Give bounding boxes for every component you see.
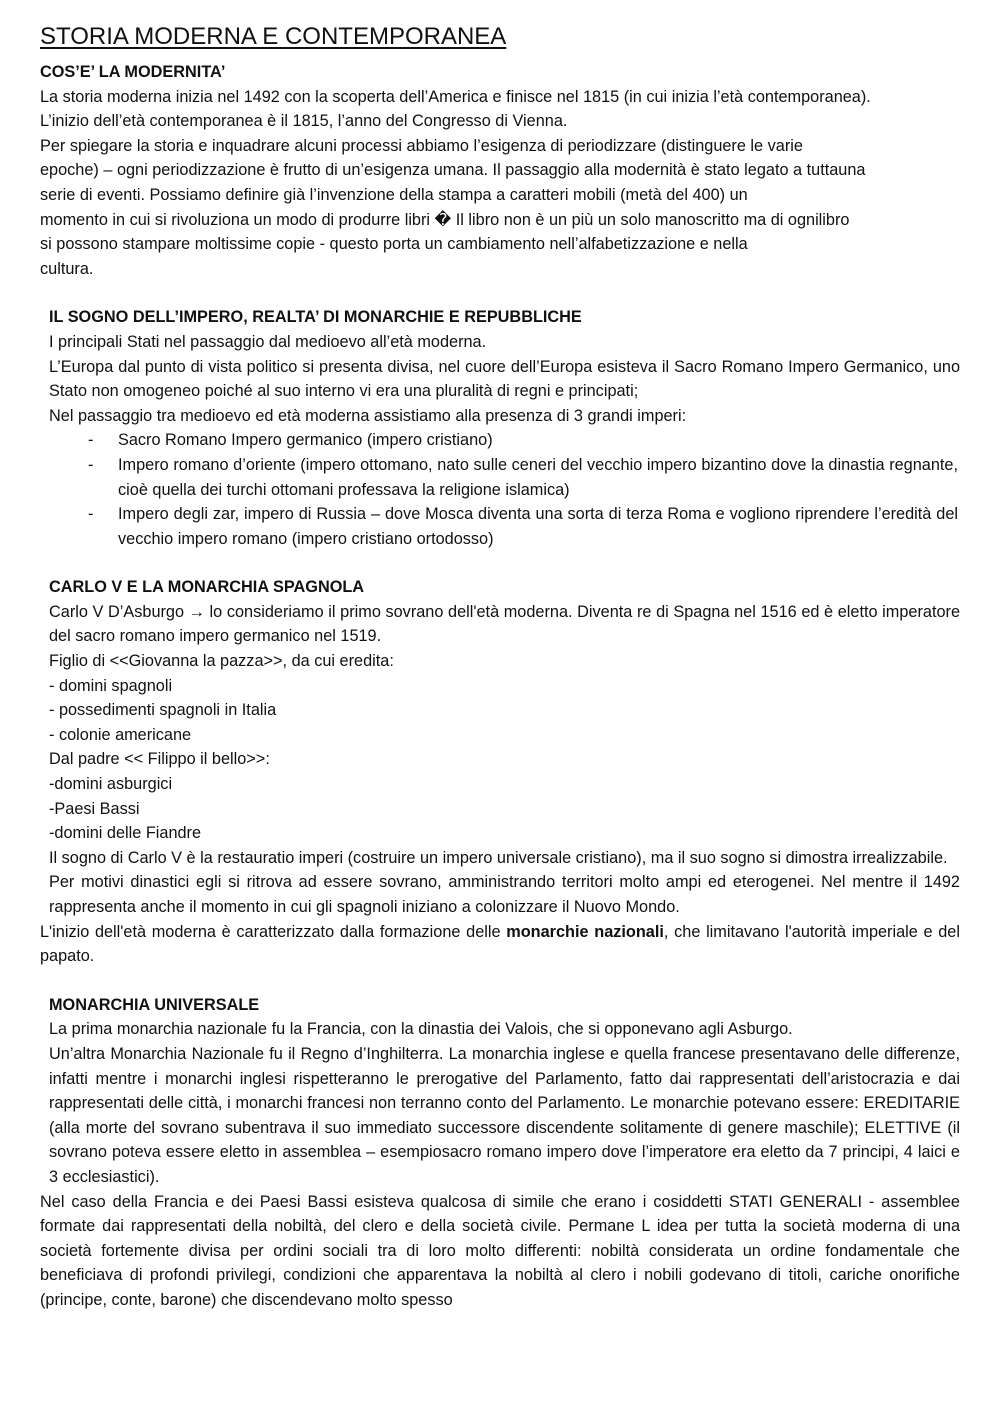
list-item: -domini delle Fiandre xyxy=(49,824,202,843)
list-item: - Sacro Romano Impero germanico (impero cristiano) xyxy=(118,428,960,453)
text-line: cultura. xyxy=(40,259,94,278)
mother-inheritance-list xyxy=(49,674,960,748)
section-monarchia-universale xyxy=(40,993,960,1313)
father-inheritance-list xyxy=(49,772,960,846)
text-line: serie di eventi. Possiamo definire già l’invenzione della stampa a caratteri mobili (metà del 400) un xyxy=(40,185,748,204)
empires-list xyxy=(49,428,960,551)
list-item: - colonie americane xyxy=(49,725,192,744)
paragraph: La prima monarchia nazionale fu la Francia, con la dinastia dei Valois, che si opponevano agli Asburgo. xyxy=(49,1020,793,1039)
paragraph: L’inizio dell’età contemporanea è il 1815, l’anno del Congresso di Vienna. xyxy=(40,112,568,131)
section-heading-modernita: COS’E’ LA MODERNITA’ xyxy=(40,63,226,81)
paragraph: Il sogno di Carlo V è la restauratio imperi (costruire un impero universale cristiano), ma il suo sogno si dimostra irrealizzabile. xyxy=(49,848,948,867)
paragraph: L’Europa dal punto di vista politico si presenta divisa, nel cuore dell’Europa esisteva il Sacro Romano Impero Germanico, uno Stato non omogeneo poiché al suo interno vi era una pluralità di regni e principati; xyxy=(49,357,960,401)
paragraph: Un’altra Monarchia Nazionale fu il Regno d’Inghilterra. La monarchia inglese e quella francese presentavano delle differenze, infatti mentre i monarchi inglesi rispetteranno le prerogative del Parlamento, fatto dai rappresentati dell’aristocrazia e dai rappresentati delle città, i monarchi francesi non terranno conto del Parlamento. Le monarchie potevano essere: EREDITARIE (alla morte del sovrano subentrava il suo immediato successore discendente solitamente di genere maschile); ELETTIVE (il sovrano poteva essere eletto in assemblea – esempiosacro romano impero dove l’imperatore era eletto da 7 principi, 4 laici e 3 ecclesiastici). xyxy=(49,1044,960,1186)
paragraph: Figlio di <<Giovanna la pazza>>, da cui eredita: xyxy=(49,652,394,671)
paragraph: Per motivi dinastici egli si ritrova ad essere sovrano, amministrando territori molto ampi ed eterogenei. Nel mentre il 1492 rappresenta anche il momento in cui gli spagnoli iniziano a colonizzare il Nuovo Mondo. xyxy=(49,873,960,916)
section-heading-monarchia: MONARCHIA UNIVERSALE xyxy=(49,995,260,1014)
paragraph-lines xyxy=(40,134,960,282)
text-line: epoche) – ogni periodizzazione è frutto di un’esigenza umana. Il passaggio alla modernità è stato legato a tuttauna xyxy=(40,161,866,180)
text-span: , che limitavano l'autorità imperiale e del papato. xyxy=(40,922,960,966)
paragraph: Dal padre << Filippo il bello>>: xyxy=(49,750,270,769)
paragraph: Nel caso della Francia e dei Paesi Bassi esisteva qualcosa di simile che erano i cosiddetti STATI GENERALI - assemblee formate dai rappresentati della nobiltà, del clero e della società civile. Permane L idea per tutta la società moderna di una società fortemente divisa per ordini sociali tra di loro molto differenti: nobiltà considerata un ordine fondamentale che beneficiava di profondi privilegi, condizioni che apparentava la nobiltà al clero i nobili godevano di titoli, cariche onorifiche (principe, conte, barone) che discendevano molto spesso xyxy=(40,1192,960,1309)
section-heading-impero: IL SOGNO DELL’IMPERO, REALTA’ DI MONARCHIE E REPUBBLICHE xyxy=(49,308,582,327)
list-item: - domini spagnoli xyxy=(49,676,173,695)
section-heading-carlo-v: CARLO V E LA MONARCHIA SPAGNOLA xyxy=(49,578,365,597)
text-line: momento in cui si rivoluziona un modo di produrre libri � Il libro non è un più un solo manoscritto ma di ognilibro xyxy=(40,210,850,229)
document-title: STORIA MODERNA E CONTEMPORANEA xyxy=(40,23,507,50)
section-carlo-v xyxy=(40,575,960,969)
paragraph: La storia moderna inizia nel 1492 con la scoperta dell’America e finisce nel 1815 (in cui inizia l’età contemporanea). xyxy=(40,87,871,106)
list-item: - Impero degli zar, impero di Russia – dove Mosca diventa una sorta di terza Roma e vogliono riprendere l’eredità del vecchio impero romano (impero cristiano ortodosso) xyxy=(118,502,960,551)
list-item: -domini asburgici xyxy=(49,775,173,794)
paragraph xyxy=(40,920,960,969)
text-span: L'inizio dell'età moderna è caratterizzato dalla formazione delle xyxy=(40,922,507,941)
text-line: si possono stampare moltissime copie - questo porta un cambiamento nell’alfabetizzazione e nella xyxy=(40,235,748,254)
section-impero xyxy=(40,305,960,551)
list-item: - Impero romano d’oriente (impero ottomano, nato sulle ceneri del vecchio impero bizantino dove la dinastia regnante, cioè quella dei turchi ottomani professava la religione islamica) xyxy=(118,453,960,502)
bold-term: monarchie nazionali xyxy=(506,922,664,941)
list-item: - possedimenti spagnoli in Italia xyxy=(49,701,277,720)
section-modernita xyxy=(40,60,960,281)
list-item: -Paesi Bassi xyxy=(49,799,140,818)
paragraph: Carlo V D’Asburgo → lo consideriamo il primo sovrano dell'età moderna. Diventa re di Spagna nel 1516 ed è eletto imperatore del sacro romano impero germanico nel 1519. xyxy=(49,602,960,646)
paragraph: Nel passaggio tra medioevo ed età moderna assistiamo alla presenza di 3 grandi imperi: xyxy=(49,406,687,425)
paragraph: I principali Stati nel passaggio dal medioevo all’età moderna. xyxy=(49,332,487,351)
text-line: Per spiegare la storia e inquadrare alcuni processi abbiamo l’esigenza di periodizzare (distinguere le varie xyxy=(40,136,803,155)
